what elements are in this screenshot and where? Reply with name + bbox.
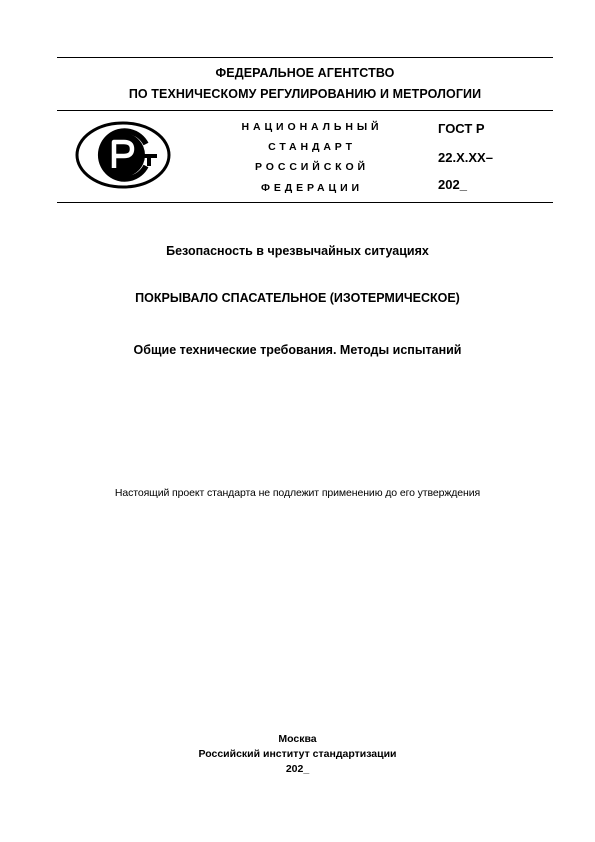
standard-designation-line-3: 202_ — [438, 177, 467, 192]
imprint-year: 202_ — [285, 763, 310, 775]
header-bottom-rule — [57, 202, 553, 203]
national-standard-line-2: СТАНДАРТ — [268, 141, 356, 153]
document-main-title: ПОКРЫВАЛО СПАСАТЕЛЬНОЕ (ИЗОТЕРМИЧЕСКОЕ) — [135, 291, 460, 305]
imprint-city: Москва — [278, 733, 317, 745]
agency-name-line-1: ФЕДЕРАЛЬНОЕ АГЕНТСТВО — [215, 66, 395, 80]
national-standard-line-4: ФЕДЕРАЦИИ — [261, 182, 363, 194]
draft-notice: Настоящий проект стандарта не подлежит применению до его утверждения — [114, 487, 481, 499]
header-middle-rule — [57, 110, 553, 111]
document-subtitle: Общие технические требования. Методы испытаний — [133, 343, 462, 357]
subject-area-title: Безопасность в чрезвычайных ситуациях — [166, 244, 429, 258]
header-top-rule — [57, 57, 553, 58]
imprint-publisher: Российский институт стандартизации — [198, 748, 397, 760]
agency-name-line-2: ПО ТЕХНИЧЕСКОМУ РЕГУЛИРОВАНИЮ И МЕТРОЛОГИИ — [128, 87, 482, 101]
gost-r-logo-icon — [74, 120, 172, 190]
national-standard-line-3: РОССИЙСКОЙ — [255, 161, 369, 173]
national-standard-line-1: НАЦИОНАЛЬНЫЙ — [241, 121, 383, 133]
standard-designation-line-2: 22.Х.ХХ– — [438, 150, 493, 165]
standard-designation-line-1: ГОСТ Р — [438, 121, 485, 136]
